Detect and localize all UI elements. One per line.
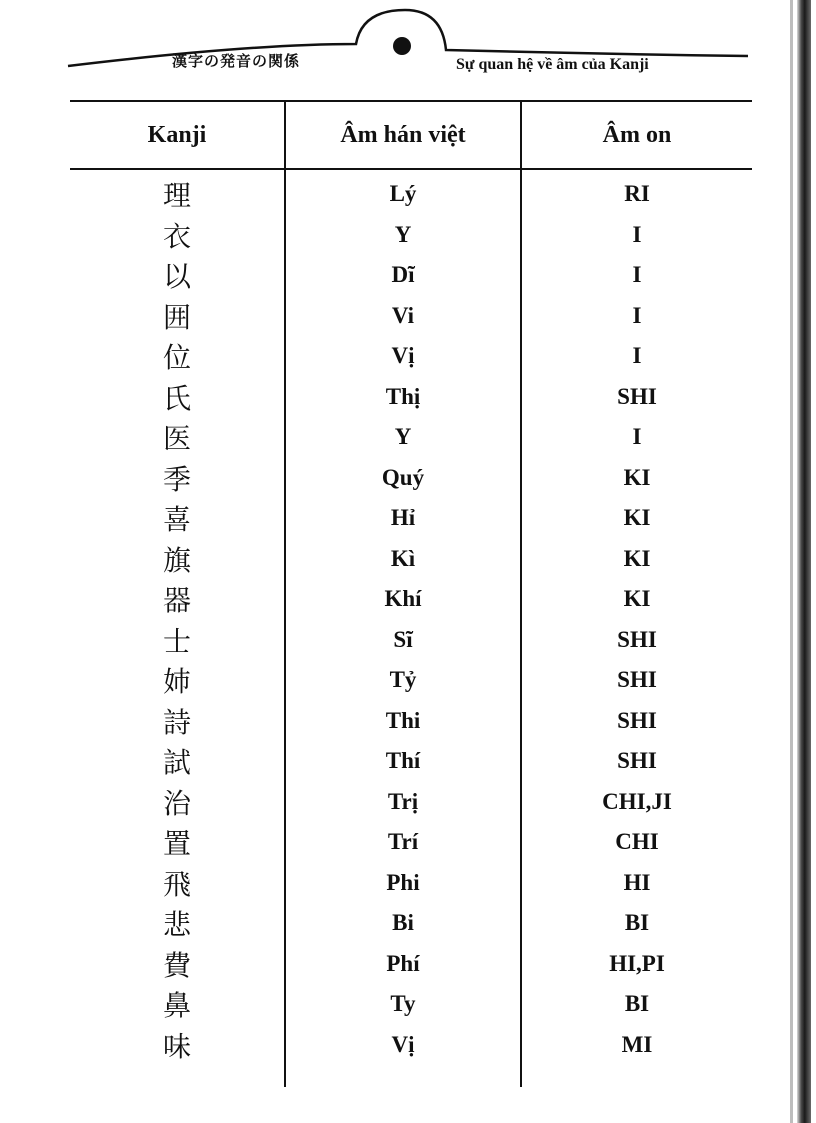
kanji-cell: 置: [70, 822, 285, 863]
table-row: [70, 903, 752, 944]
header-dot-icon: [393, 37, 411, 55]
table-footer: [70, 1065, 752, 1087]
kanji-cell: 費: [70, 944, 285, 985]
han-viet-cell: Sĩ: [285, 620, 521, 661]
on-reading-cell: HI,PI: [609, 950, 665, 976]
table-header: [70, 101, 752, 169]
han-viet-cell: Trí: [285, 822, 521, 863]
table-row: [70, 660, 752, 701]
kanji-cell: 医: [70, 417, 285, 458]
han-viet-cell: Y: [285, 215, 521, 256]
table-row: [70, 458, 752, 499]
on-reading-cell: I: [632, 262, 642, 288]
kanji-cell: 器: [70, 579, 285, 620]
on-reading-cell: SHI: [617, 383, 657, 409]
on-reading-cell: BI: [624, 910, 650, 936]
kanji-cell: 喜: [70, 498, 285, 539]
table-row: [70, 169, 752, 215]
table-row: [70, 377, 752, 418]
on-reading-cell: CHI: [615, 829, 659, 855]
table-row: [70, 863, 752, 904]
footer-cell: [70, 1065, 285, 1087]
table-row: [70, 822, 752, 863]
on-reading-cell: SHI: [617, 748, 657, 774]
table-row: [70, 296, 752, 337]
table-row: [70, 417, 752, 458]
han-viet-cell: Hỉ: [285, 498, 521, 539]
han-viet-cell: Lý: [285, 169, 521, 215]
kanji-cell: 悲: [70, 903, 285, 944]
han-viet-cell: Kì: [285, 539, 521, 580]
table-footer-row: [70, 1065, 752, 1087]
han-viet-cell: Quý: [285, 458, 521, 499]
header-decoration: [0, 0, 816, 100]
kanji-cell: 姉: [70, 660, 285, 701]
han-viet-cell: Dĩ: [285, 255, 521, 296]
table-row: [70, 215, 752, 256]
han-viet-cell: Thị: [285, 377, 521, 418]
kanji-cell: 理: [70, 169, 285, 215]
table-row: [70, 539, 752, 580]
kanji-cell: 囲: [70, 296, 285, 337]
han-viet-cell: Thi: [285, 701, 521, 742]
footer-cell: [521, 1065, 752, 1087]
table-header-row: [70, 101, 752, 169]
table-row: [70, 620, 752, 661]
page-gutter-shadow: [790, 0, 793, 1123]
han-viet-cell: Vi: [285, 296, 521, 337]
on-reading-cell: SHI: [617, 667, 657, 693]
on-reading-cell: KI: [623, 586, 651, 612]
han-viet-cell: Vị: [285, 1025, 521, 1066]
on-reading-cell: I: [632, 343, 642, 369]
kanji-cell: 鼻: [70, 984, 285, 1025]
han-viet-cell: Khí: [285, 579, 521, 620]
kanji-cell: 士: [70, 620, 285, 661]
table-row: [70, 1025, 752, 1066]
kanji-cell: 位: [70, 336, 285, 377]
header-vietnamese-title: Sự quan hệ về âm của Kanji: [456, 56, 649, 73]
table-row: [70, 984, 752, 1025]
table-row: [70, 336, 752, 377]
column-header-on: Âm on: [521, 101, 752, 169]
footer-cell: [285, 1065, 521, 1087]
table-row: [70, 579, 752, 620]
han-viet-cell: Phi: [285, 863, 521, 904]
on-reading-cell: I: [632, 424, 642, 450]
table-row: [70, 498, 752, 539]
on-reading-cell: MI: [621, 1031, 653, 1057]
han-viet-cell: Vị: [285, 336, 521, 377]
table-row: [70, 944, 752, 985]
on-reading-cell: SHI: [617, 707, 657, 733]
han-viet-cell: Ty: [285, 984, 521, 1025]
on-reading-cell: KI: [623, 545, 651, 571]
kanji-cell: 詩: [70, 701, 285, 742]
kanji-cell: 旗: [70, 539, 285, 580]
kanji-cell: 治: [70, 782, 285, 823]
han-viet-cell: Trị: [285, 782, 521, 823]
han-viet-cell: Tỷ: [285, 660, 521, 701]
kanji-cell: 衣: [70, 215, 285, 256]
on-reading-cell: SHI: [617, 626, 657, 652]
kanji-cell: 季: [70, 458, 285, 499]
kanji-cell: 味: [70, 1025, 285, 1066]
column-header-han-viet: Âm hán việt: [285, 101, 521, 169]
table-row: [70, 255, 752, 296]
kanji-cell: 氏: [70, 377, 285, 418]
header-japanese-title: 漢字の発音の関係: [172, 52, 301, 70]
kanji-cell: 試: [70, 741, 285, 782]
han-viet-cell: Bi: [285, 903, 521, 944]
han-viet-cell: Thí: [285, 741, 521, 782]
table-row: [70, 741, 752, 782]
on-reading-cell: CHI,JI: [602, 788, 672, 814]
kanji-pronunciation-table: [70, 100, 752, 1087]
on-reading-cell: I: [632, 221, 642, 247]
on-reading-cell: KI: [623, 505, 651, 531]
table-body: [70, 169, 752, 1065]
on-reading-cell: I: [632, 302, 642, 328]
page-edge: [797, 0, 811, 1123]
kanji-cell: 以: [70, 255, 285, 296]
han-viet-cell: Phí: [285, 944, 521, 985]
on-reading-cell: KI: [623, 464, 651, 490]
table-row: [70, 701, 752, 742]
kanji-cell: 飛: [70, 863, 285, 904]
han-viet-cell: Y: [285, 417, 521, 458]
on-reading-cell: RI: [624, 181, 650, 207]
table-row: [70, 782, 752, 823]
column-header-kanji: Kanji: [70, 101, 285, 169]
on-reading-cell: HI: [623, 869, 651, 895]
on-reading-cell: BI: [624, 991, 650, 1017]
